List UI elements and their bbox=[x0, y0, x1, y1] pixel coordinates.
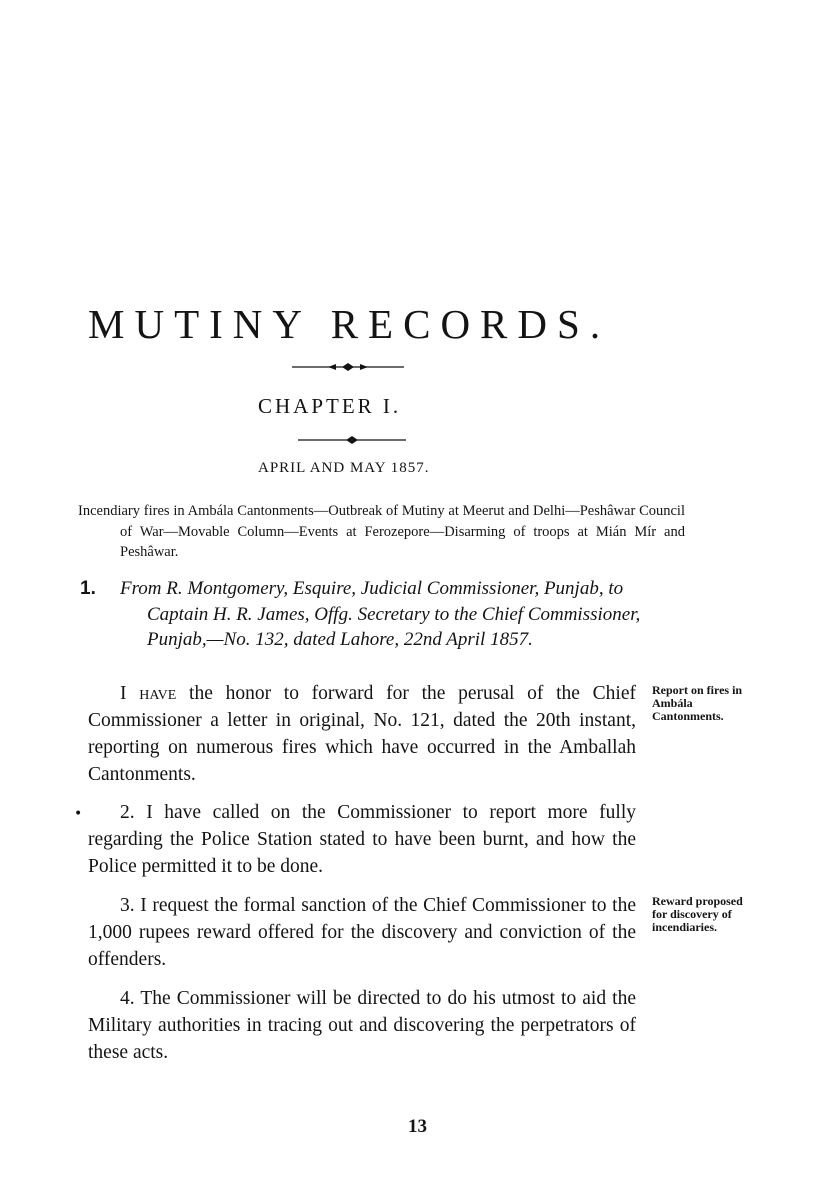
bullet-mark: • bbox=[74, 806, 83, 822]
chapter-heading: CHAPTER I. bbox=[258, 394, 402, 418]
paragraph-1-lead: I have bbox=[120, 683, 177, 704]
chapter-ornament bbox=[298, 435, 406, 445]
title-ornament bbox=[292, 362, 404, 372]
side-note-reward: Reward proposed for discovery of incendiaries. bbox=[652, 894, 743, 934]
paragraph-2: 2. I have called on the Commissioner to report more fully regarding the Police Station stated to have been burnt, and how the Police permitted it to be done. bbox=[88, 802, 636, 877]
date-heading: APRIL AND MAY 1857. bbox=[258, 460, 430, 476]
page-number: 13 bbox=[408, 1116, 427, 1137]
paragraph-3: 3. I request the formal sanction of the Chief Commissioner to the 1,000 rupees reward offered for the discovery and conviction of the offenders. bbox=[88, 895, 636, 970]
side-note-fires: Report on fires in Ambála Cantonments. bbox=[652, 683, 743, 723]
item-number: 1. bbox=[80, 578, 96, 599]
page-title: MUTINY RECORDS. bbox=[88, 301, 611, 347]
letter-heading: From R. Montgomery, Esquire, Judicial Commissioner, Punjab, to Captain H. R. James, Offg. Secretary to the Chief Commissioner, Punjab,—No. 132, dated Lahore, 22nd April 1857. bbox=[120, 578, 641, 650]
chapter-summary: Incendiary fires in Ambála Cantonments—Outbreak of Mutiny at Meerut and Delhi—Peshâwar Council of War—Movable Column—Events at Ferozepore—Disarming of troops at Mián Mír and Peshâwar. bbox=[78, 503, 685, 560]
paragraph-4: 4. The Commissioner will be directed to do his utmost to aid the Military authorities in tracing out and discovering the perpetrators of these acts. bbox=[88, 988, 636, 1063]
paragraph-1-body: the honor to forward for the perusal of the Chief Commissioner a letter in original, No. 121, dated the 20th instant, reporting on numerous fires which have occurred in the Amballah Cantonments. bbox=[88, 683, 636, 785]
paragraph-1 bbox=[88, 680, 636, 788]
